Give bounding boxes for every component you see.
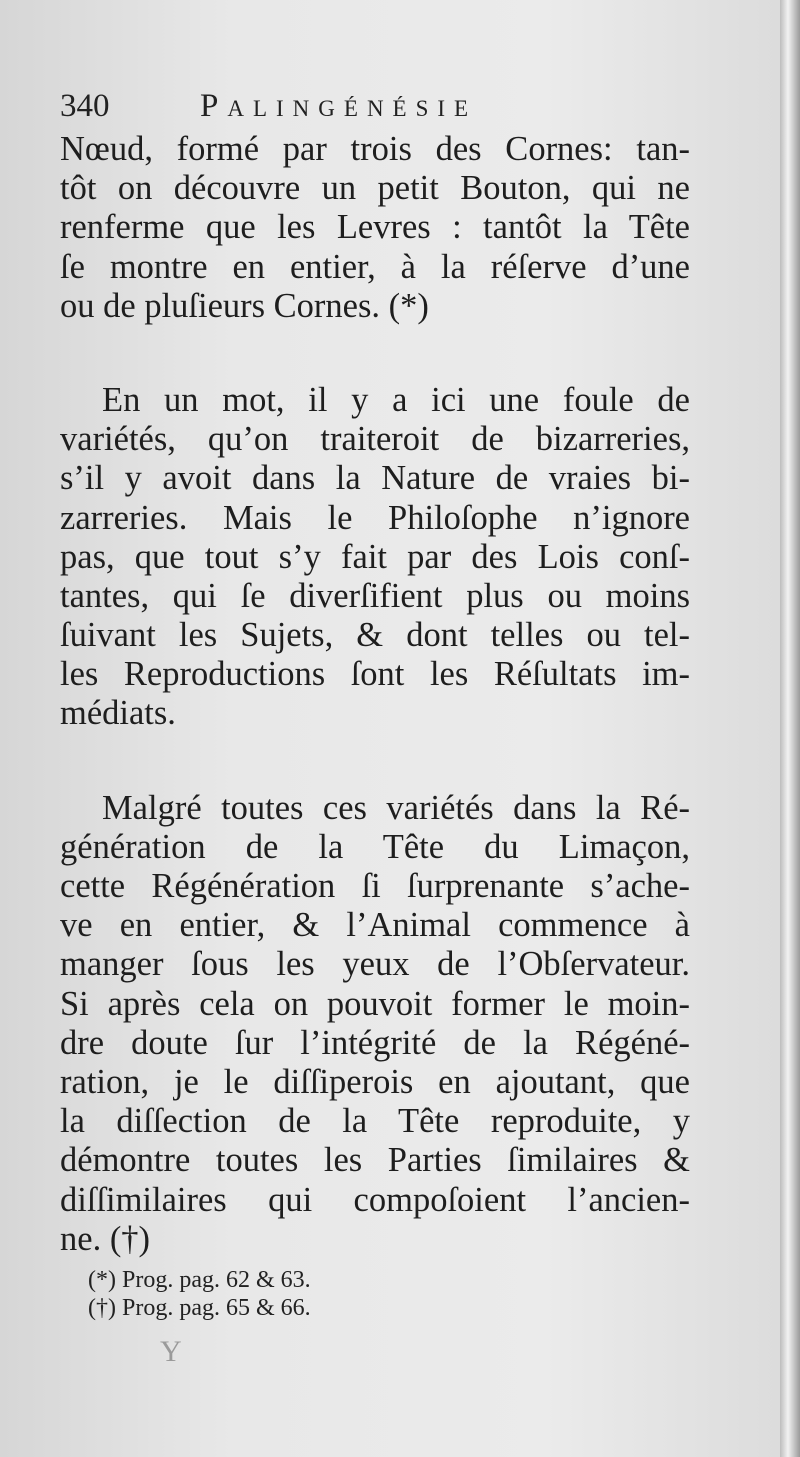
paragraph-1 xyxy=(60,130,690,326)
text-line: ſe montre en entier, à la réſerve d’une xyxy=(60,247,690,286)
text-line: diſſimilaires qui compoſoient l’ancien- xyxy=(60,1180,690,1219)
text-line: médiats. xyxy=(60,694,176,733)
text-line: tôt on découvre un petit Bouton, qui ne xyxy=(60,169,690,208)
text-line: manger ſous les yeux de l’Obſervateur. xyxy=(60,945,690,984)
page-number: 340 xyxy=(60,88,110,124)
text-line: ou de pluſieurs Cornes. (*) xyxy=(60,286,429,325)
text-line: les Reproductions ſont les Réſultats im- xyxy=(60,655,690,694)
footnote: (†) Prog. pag. 65 & 66. xyxy=(88,1295,311,1321)
text-line: ne. (†) xyxy=(60,1219,151,1258)
paragraph-3 xyxy=(60,789,690,1259)
footnote: (*) Prog. pag. 62 & 63. xyxy=(88,1267,311,1293)
text-line: zarreries. Mais le Philoſophe n’ignore xyxy=(60,498,690,537)
text-line: Nœud, formé par trois des Cornes: tan- xyxy=(60,130,690,168)
running-header xyxy=(60,88,620,128)
body-text xyxy=(60,130,690,1259)
footnotes xyxy=(88,1266,488,1322)
text-line: s’il y avoit dans la Nature de vraies bi- xyxy=(60,459,690,498)
text-line: ve en entier, & l’Animal commence à xyxy=(60,906,690,945)
text-line: démontre toutes les Parties ſimilaires & xyxy=(60,1141,690,1180)
paragraph-2 xyxy=(60,381,690,734)
text-line: Si après cela on pouvoit former le moin- xyxy=(60,984,690,1023)
text-line: dre doute ſur l’intégrité de la Régéné- xyxy=(60,1023,690,1062)
text-line: Malgré toutes ces variétés dans la Ré- xyxy=(102,788,690,827)
text-line: ration, je le diſſiperois en ajoutant, que xyxy=(60,1062,690,1101)
signature-mark: Y xyxy=(160,1335,182,1368)
paragraph-gap xyxy=(60,326,690,381)
text-line: renferme que les Levres : tantôt la Tête xyxy=(60,208,690,247)
text-line: génération de la Tête du Limaçon, xyxy=(60,827,690,866)
running-title: Palingénésie xyxy=(200,88,478,124)
text-line: cette Régénération ſi ſurprenante s’ache- xyxy=(60,867,690,905)
text-line: ſuivant les Sujets, & dont telles ou tel- xyxy=(60,616,690,655)
text-line: tantes, qui ſe diverſifient plus ou moins xyxy=(60,576,690,615)
text-line: pas, que tout s’y fait par des Lois conſ- xyxy=(60,537,690,576)
text-line: la diſſection de la Tête reproduite, y xyxy=(60,1102,690,1141)
text-line: variétés, qu’on traiteroit de bizarreries, xyxy=(60,420,690,459)
text-line: En un mot, il y a ici une foule de xyxy=(102,380,690,419)
paragraph-gap xyxy=(60,734,690,789)
page-edge xyxy=(780,0,800,1457)
